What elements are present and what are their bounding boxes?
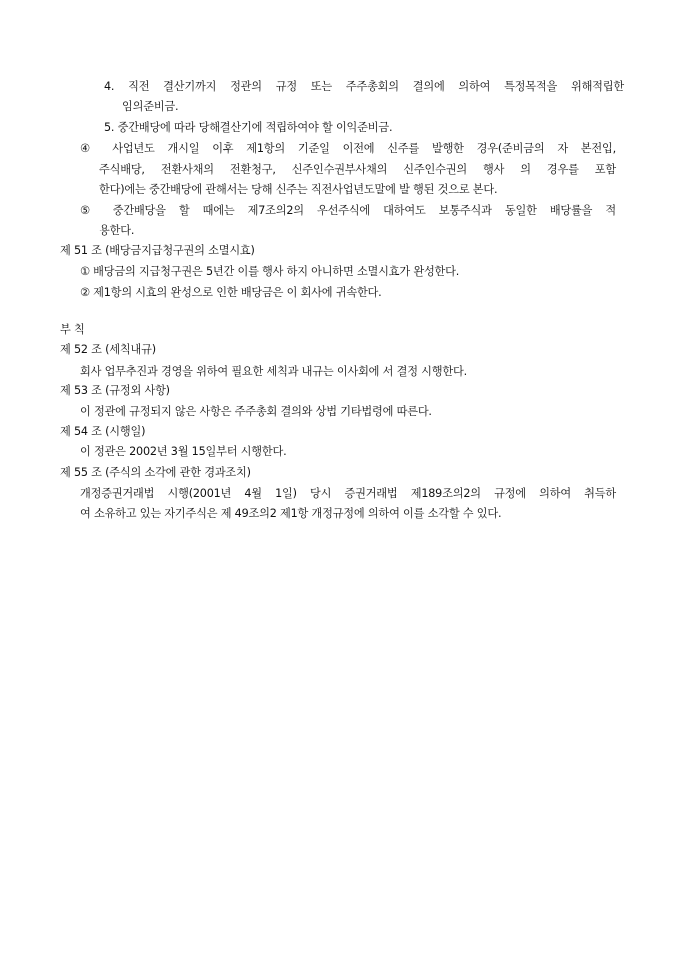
article-50-para-4-line-2: 주식배당, 전환사채의 전환청구, 신주인수권부사채의 신주인수권의 행사 의 경우를 포함 (99, 163, 616, 176)
article-55-heading: 제 55 조 (주식의 소각에 관한 경과조치) (60, 466, 251, 479)
article-53-heading: 제 53 조 (규정외 사항) (60, 384, 170, 397)
article-54-heading: 제 54 조 (시행일) (60, 425, 146, 438)
article-54-body: 이 정관은 2002년 3월 15일부터 시행한다. (80, 445, 287, 458)
article-55-body-line-2: 여 소유하고 있는 자기주식은 제 49조의2 제1항 개정규정에 의하여 이를 소각할 수 있다. (80, 507, 502, 520)
article-52-body: 회사 업무추진과 경영을 위하여 필요한 세칙과 내규는 이사회에 서 결정 시행한다. (80, 365, 467, 378)
article-50-para-5-line-2: 용한다. (99, 224, 135, 237)
article-50-item-4-line-1: 4. 직전 결산기까지 정관의 규정 또는 주주총회의 결의에 의하여 특정목적을 위해적립한 (104, 80, 624, 93)
article-55-body-line-1: 개정증권거래법 시행(2001년 4월 1일) 당시 증권거래법 제189조의2의 규정에 의하여 취득하 (80, 487, 616, 500)
article-51-heading: 제 51 조 (배당금지급청구권의 소멸시효) (60, 244, 255, 257)
article-50-para-5-line-1: ⑤ 중간배당을 할 때에는 제7조의2의 우선주식에 대하여도 보통주식과 동일한 배당률을 적 (80, 204, 616, 217)
article-52-heading: 제 52 조 (세칙내규) (60, 343, 156, 356)
article-53-body: 이 정관에 규정되지 않은 사항은 주주총회 결의와 상법 기타법령에 따른다. (80, 405, 432, 418)
article-50-item-4-line-2: 임의준비금. (122, 100, 179, 113)
article-50-para-4-line-1: ④ 사업년도 개시일 이후 제1항의 기준일 이전에 신주를 발행한 경우(준비금의 자 본전입, (80, 142, 616, 155)
article-51-para-1: ① 배당금의 지급청구권은 5년간 이를 행사 하지 아니하면 소멸시효가 완성한다. (80, 265, 460, 278)
article-50-item-5: 5. 중간배당에 따라 당해결산기에 적립하여야 할 이익준비금. (104, 121, 393, 134)
supplementary-provisions-heading: 부 칙 (60, 323, 85, 336)
article-50-para-4-line-3: 한다)에는 중간배당에 관해서는 당해 신주는 직전사업년도말에 발 행된 것으로 본다. (99, 183, 498, 196)
article-51-para-2: ② 제1항의 시효의 완성으로 인한 배당금은 이 회사에 귀속한다. (80, 286, 382, 299)
